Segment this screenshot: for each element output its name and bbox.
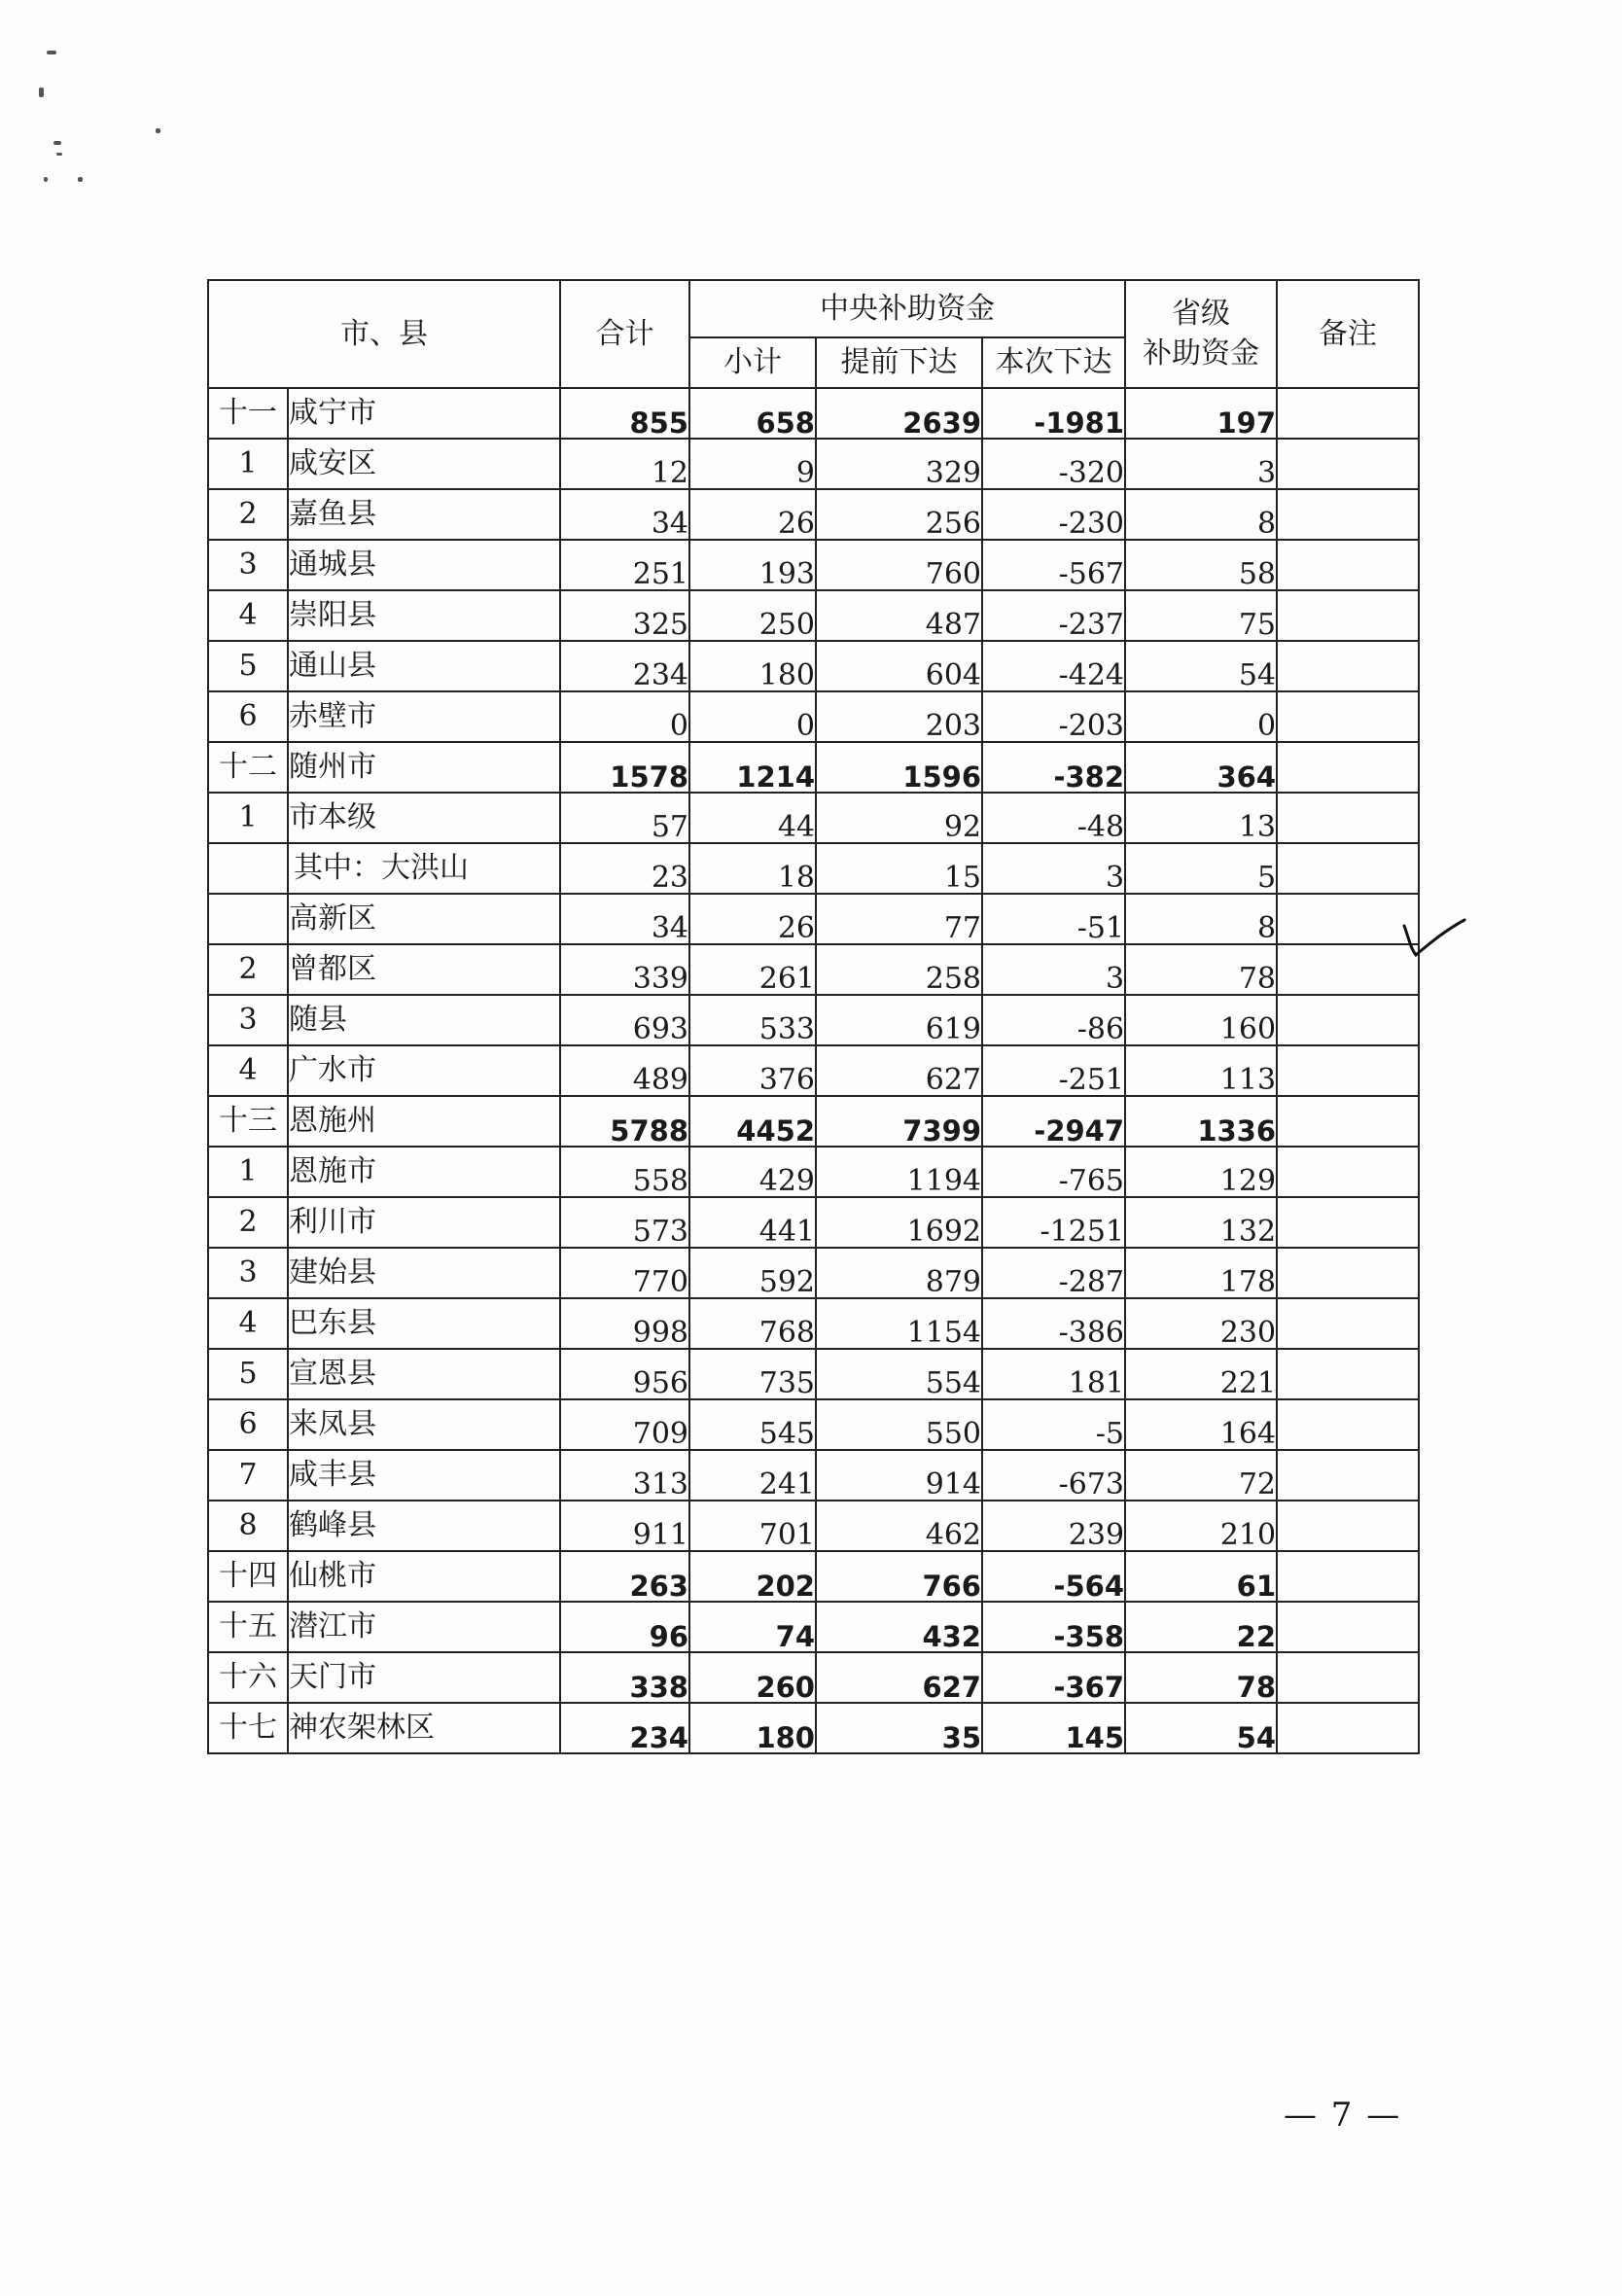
remarks-cell <box>1277 590 1419 641</box>
table-row <box>208 1248 1419 1298</box>
subtotal-cell: 768 <box>689 1298 816 1349</box>
total-cell: 234 <box>560 641 689 691</box>
scan-speck <box>56 153 62 156</box>
current-cell: -1981 <box>982 388 1125 439</box>
provincial-cell: 221 <box>1125 1349 1277 1399</box>
advance-cell: 766 <box>816 1551 982 1602</box>
current-cell: -48 <box>982 793 1125 843</box>
advance-cell: 7399 <box>816 1096 982 1147</box>
total-cell: 709 <box>560 1399 689 1450</box>
provincial-cell: 210 <box>1125 1501 1277 1551</box>
subtotal-cell: 180 <box>689 1703 816 1753</box>
table-row <box>208 1298 1419 1349</box>
row-number: 3 <box>208 540 288 590</box>
table-body <box>208 388 1419 1753</box>
remarks-cell <box>1277 1248 1419 1298</box>
remarks-cell <box>1277 793 1419 843</box>
advance-cell: 554 <box>816 1349 982 1399</box>
provincial-cell: 75 <box>1125 590 1277 641</box>
region-name: 咸丰县 <box>288 1450 560 1501</box>
remarks-cell <box>1277 1703 1419 1753</box>
provincial-cell: 8 <box>1125 894 1277 944</box>
remarks-cell <box>1277 1349 1419 1399</box>
total-cell: 34 <box>560 894 689 944</box>
total-cell: 573 <box>560 1197 689 1248</box>
region-name: 咸安区 <box>288 439 560 489</box>
current-cell: -765 <box>982 1147 1125 1197</box>
row-number: 8 <box>208 1501 288 1551</box>
table-row <box>208 742 1419 793</box>
current-cell: 181 <box>982 1349 1125 1399</box>
remarks-cell <box>1277 1501 1419 1551</box>
header-region: 市、县 <box>208 280 560 388</box>
provincial-cell: 78 <box>1125 1652 1277 1703</box>
row-number: 3 <box>208 1248 288 1298</box>
current-cell: -1251 <box>982 1197 1125 1248</box>
table-row <box>208 843 1419 894</box>
region-name: 潜江市 <box>288 1602 560 1652</box>
row-number: 6 <box>208 691 288 742</box>
region-name: 随县 <box>288 995 560 1045</box>
advance-cell: 604 <box>816 641 982 691</box>
total-cell: 313 <box>560 1450 689 1501</box>
table-row <box>208 944 1419 995</box>
total-cell: 5788 <box>560 1096 689 1147</box>
remarks-cell <box>1277 1298 1419 1349</box>
total-cell: 23 <box>560 843 689 894</box>
total-cell: 489 <box>560 1045 689 1096</box>
advance-cell: 914 <box>816 1450 982 1501</box>
provincial-cell: 0 <box>1125 691 1277 742</box>
region-name: 恩施市 <box>288 1147 560 1197</box>
table-row <box>208 1096 1419 1147</box>
advance-cell: 256 <box>816 489 982 540</box>
current-cell: -673 <box>982 1450 1125 1501</box>
total-cell: 12 <box>560 439 689 489</box>
remarks-cell <box>1277 1045 1419 1096</box>
total-cell: 234 <box>560 1703 689 1753</box>
current-cell: -424 <box>982 641 1125 691</box>
total-cell: 770 <box>560 1248 689 1298</box>
header-advance: 提前下达 <box>816 337 982 388</box>
current-cell: -251 <box>982 1045 1125 1096</box>
total-cell: 956 <box>560 1349 689 1399</box>
table-row <box>208 590 1419 641</box>
remarks-cell <box>1277 439 1419 489</box>
provincial-cell: 13 <box>1125 793 1277 843</box>
remarks-cell <box>1277 944 1419 995</box>
region-name: 恩施州 <box>288 1096 560 1147</box>
region-name: 通城县 <box>288 540 560 590</box>
subtotal-cell: 1214 <box>689 742 816 793</box>
advance-cell: 627 <box>816 1652 982 1703</box>
subtotal-cell: 74 <box>689 1602 816 1652</box>
subtotal-cell: 261 <box>689 944 816 995</box>
checkmark-icon <box>1400 914 1468 972</box>
row-number: 2 <box>208 489 288 540</box>
current-cell: -567 <box>982 540 1125 590</box>
subtotal-cell: 250 <box>689 590 816 641</box>
table-row <box>208 691 1419 742</box>
region-name: 嘉鱼县 <box>288 489 560 540</box>
current-cell: -367 <box>982 1652 1125 1703</box>
region-name: 通山县 <box>288 641 560 691</box>
row-number: 2 <box>208 944 288 995</box>
table-row <box>208 1551 1419 1602</box>
region-name: 随州市 <box>288 742 560 793</box>
subtotal-cell: 658 <box>689 388 816 439</box>
total-cell: 96 <box>560 1602 689 1652</box>
table-row <box>208 1147 1419 1197</box>
header-provincial-line2: 补助资金 <box>1143 336 1260 371</box>
advance-cell: 619 <box>816 995 982 1045</box>
current-cell: 239 <box>982 1501 1125 1551</box>
row-number: 十四 <box>208 1551 288 1602</box>
subtotal-cell: 260 <box>689 1652 816 1703</box>
current-cell: -358 <box>982 1602 1125 1652</box>
remarks-cell <box>1277 1551 1419 1602</box>
subtotal-cell: 376 <box>689 1045 816 1096</box>
advance-cell: 1194 <box>816 1147 982 1197</box>
provincial-cell: 61 <box>1125 1551 1277 1602</box>
total-cell: 693 <box>560 995 689 1045</box>
provincial-cell: 160 <box>1125 995 1277 1045</box>
advance-cell: 203 <box>816 691 982 742</box>
total-cell: 855 <box>560 388 689 439</box>
provincial-cell: 197 <box>1125 388 1277 439</box>
row-number: 1 <box>208 793 288 843</box>
remarks-cell <box>1277 843 1419 894</box>
table-row <box>208 1450 1419 1501</box>
row-number: 5 <box>208 641 288 691</box>
region-name: 崇阳县 <box>288 590 560 641</box>
table-row <box>208 894 1419 944</box>
advance-cell: 487 <box>816 590 982 641</box>
table-row <box>208 1703 1419 1753</box>
provincial-cell: 178 <box>1125 1248 1277 1298</box>
region-name: 鹤峰县 <box>288 1501 560 1551</box>
scan-speck <box>78 177 83 182</box>
provincial-cell: 72 <box>1125 1450 1277 1501</box>
header-central: 中央补助资金 <box>689 280 1125 337</box>
provincial-cell: 8 <box>1125 489 1277 540</box>
current-cell: -86 <box>982 995 1125 1045</box>
remarks-cell <box>1277 894 1419 944</box>
region-name: 仙桃市 <box>288 1551 560 1602</box>
region-name: 天门市 <box>288 1652 560 1703</box>
total-cell: 1578 <box>560 742 689 793</box>
remarks-cell <box>1277 995 1419 1045</box>
table-row <box>208 1197 1419 1248</box>
region-name: 市本级 <box>288 793 560 843</box>
table-row <box>208 1349 1419 1399</box>
row-number: 4 <box>208 1045 288 1096</box>
table-row <box>208 1602 1419 1652</box>
region-name: 建始县 <box>288 1248 560 1298</box>
advance-cell: 77 <box>816 894 982 944</box>
advance-cell: 627 <box>816 1045 982 1096</box>
provincial-cell: 364 <box>1125 742 1277 793</box>
row-number: 十一 <box>208 388 288 439</box>
scan-speck <box>39 88 44 97</box>
remarks-cell <box>1277 742 1419 793</box>
provincial-cell: 129 <box>1125 1147 1277 1197</box>
subtotal-cell: 735 <box>689 1349 816 1399</box>
provincial-cell: 22 <box>1125 1602 1277 1652</box>
total-cell: 57 <box>560 793 689 843</box>
current-cell: -203 <box>982 691 1125 742</box>
provincial-cell: 54 <box>1125 641 1277 691</box>
row-number: 十三 <box>208 1096 288 1147</box>
row-number: 十六 <box>208 1652 288 1703</box>
region-name: 咸宁市 <box>288 388 560 439</box>
total-cell: 998 <box>560 1298 689 1349</box>
advance-cell: 258 <box>816 944 982 995</box>
provincial-cell: 113 <box>1125 1045 1277 1096</box>
row-number: 十二 <box>208 742 288 793</box>
remarks-cell <box>1277 1450 1419 1501</box>
subtotal-cell: 26 <box>689 894 816 944</box>
remarks-cell <box>1277 540 1419 590</box>
region-name: 利川市 <box>288 1197 560 1248</box>
region-name-text: 大洪山 <box>381 851 469 885</box>
current-cell: -51 <box>982 894 1125 944</box>
region-name: 曾都区 <box>288 944 560 995</box>
subtotal-cell: 545 <box>689 1399 816 1450</box>
total-cell: 558 <box>560 1147 689 1197</box>
table-row <box>208 1501 1419 1551</box>
subtotal-cell: 44 <box>689 793 816 843</box>
table-row <box>208 1399 1419 1450</box>
header-remarks: 备注 <box>1277 280 1419 388</box>
subtotal-cell: 4452 <box>689 1096 816 1147</box>
region-name <box>288 843 560 894</box>
provincial-cell: 132 <box>1125 1197 1277 1248</box>
table-row <box>208 793 1419 843</box>
current-cell: -320 <box>982 439 1125 489</box>
total-cell: 251 <box>560 540 689 590</box>
subtotal-cell: 193 <box>689 540 816 590</box>
table-row <box>208 489 1419 540</box>
total-cell: 325 <box>560 590 689 641</box>
provincial-cell: 54 <box>1125 1703 1277 1753</box>
region-name: 宣恩县 <box>288 1349 560 1399</box>
subtotal-cell: 202 <box>689 1551 816 1602</box>
subtotal-cell: 18 <box>689 843 816 894</box>
provincial-cell: 1336 <box>1125 1096 1277 1147</box>
subtotal-cell: 0 <box>689 691 816 742</box>
remarks-cell <box>1277 1602 1419 1652</box>
advance-cell: 35 <box>816 1703 982 1753</box>
remarks-cell <box>1277 691 1419 742</box>
total-cell: 338 <box>560 1652 689 1703</box>
subtotal-cell: 441 <box>689 1197 816 1248</box>
scan-speck <box>44 177 48 182</box>
advance-cell: 92 <box>816 793 982 843</box>
subtotal-cell: 701 <box>689 1501 816 1551</box>
current-cell: -230 <box>982 489 1125 540</box>
row-number: 1 <box>208 1147 288 1197</box>
header-total: 合计 <box>560 280 689 388</box>
region-name: 巴东县 <box>288 1298 560 1349</box>
current-cell: 3 <box>982 944 1125 995</box>
current-cell: 3 <box>982 843 1125 894</box>
total-cell: 339 <box>560 944 689 995</box>
subtotal-cell: 180 <box>689 641 816 691</box>
row-number: 十七 <box>208 1703 288 1753</box>
remarks-cell <box>1277 388 1419 439</box>
current-cell: -2947 <box>982 1096 1125 1147</box>
current-cell: -287 <box>982 1248 1125 1298</box>
table-row <box>208 1045 1419 1096</box>
advance-cell: 329 <box>816 439 982 489</box>
current-cell: -5 <box>982 1399 1125 1450</box>
remarks-cell <box>1277 489 1419 540</box>
region-name: 赤壁市 <box>288 691 560 742</box>
header-subtotal: 小计 <box>689 337 816 388</box>
total-cell: 34 <box>560 489 689 540</box>
advance-cell: 879 <box>816 1248 982 1298</box>
row-number: 4 <box>208 590 288 641</box>
header-provincial <box>1125 280 1277 388</box>
header-current: 本次下达 <box>982 337 1125 388</box>
remarks-cell <box>1277 1399 1419 1450</box>
advance-cell: 760 <box>816 540 982 590</box>
row-number: 7 <box>208 1450 288 1501</box>
remarks-cell <box>1277 641 1419 691</box>
provincial-cell: 78 <box>1125 944 1277 995</box>
table-row <box>208 540 1419 590</box>
provincial-cell: 5 <box>1125 843 1277 894</box>
advance-cell: 1596 <box>816 742 982 793</box>
provincial-cell: 58 <box>1125 540 1277 590</box>
provincial-cell: 3 <box>1125 439 1277 489</box>
subtotal-cell: 26 <box>689 489 816 540</box>
table-row <box>208 1652 1419 1703</box>
table-row <box>208 641 1419 691</box>
row-number: 3 <box>208 995 288 1045</box>
table-row <box>208 388 1419 439</box>
region-name: 来凤县 <box>288 1399 560 1450</box>
region-name: 神农架林区 <box>288 1703 560 1753</box>
total-cell: 0 <box>560 691 689 742</box>
row-number: 5 <box>208 1349 288 1399</box>
table-row <box>208 439 1419 489</box>
remarks-cell <box>1277 1147 1419 1197</box>
scan-speck <box>156 128 160 133</box>
total-cell: 911 <box>560 1501 689 1551</box>
advance-cell: 462 <box>816 1501 982 1551</box>
advance-cell: 550 <box>816 1399 982 1450</box>
current-cell: -382 <box>982 742 1125 793</box>
current-cell: -237 <box>982 590 1125 641</box>
current-cell: -386 <box>982 1298 1125 1349</box>
remarks-cell <box>1277 1096 1419 1147</box>
total-cell: 263 <box>560 1551 689 1602</box>
row-number: 6 <box>208 1399 288 1450</box>
advance-cell: 432 <box>816 1602 982 1652</box>
advance-cell: 1692 <box>816 1197 982 1248</box>
remarks-cell <box>1277 1652 1419 1703</box>
current-cell: 145 <box>982 1703 1125 1753</box>
subtotal-cell: 9 <box>689 439 816 489</box>
row-number: 2 <box>208 1197 288 1248</box>
subtotal-cell: 429 <box>689 1147 816 1197</box>
subtotal-cell: 533 <box>689 995 816 1045</box>
header-provincial-line1: 省级 <box>1172 297 1231 331</box>
table-row <box>208 995 1419 1045</box>
row-number: 1 <box>208 439 288 489</box>
row-number: 4 <box>208 1298 288 1349</box>
subtotal-cell: 592 <box>689 1248 816 1298</box>
scan-speck <box>53 141 61 145</box>
advance-cell: 15 <box>816 843 982 894</box>
scan-speck <box>47 51 56 54</box>
qizhong-prefix: 其中： <box>294 851 381 885</box>
row-number <box>208 894 288 944</box>
row-number <box>208 843 288 894</box>
advance-cell: 2639 <box>816 388 982 439</box>
region-name: 广水市 <box>288 1045 560 1096</box>
row-number: 十五 <box>208 1602 288 1652</box>
advance-cell: 1154 <box>816 1298 982 1349</box>
provincial-cell: 164 <box>1125 1399 1277 1450</box>
subtotal-cell: 241 <box>689 1450 816 1501</box>
region-name: 高新区 <box>288 894 560 944</box>
provincial-cell: 230 <box>1125 1298 1277 1349</box>
page-number: — 7 — <box>1284 2096 1402 2135</box>
subsidy-table <box>207 279 1420 1754</box>
current-cell: -564 <box>982 1551 1125 1602</box>
remarks-cell <box>1277 1197 1419 1248</box>
